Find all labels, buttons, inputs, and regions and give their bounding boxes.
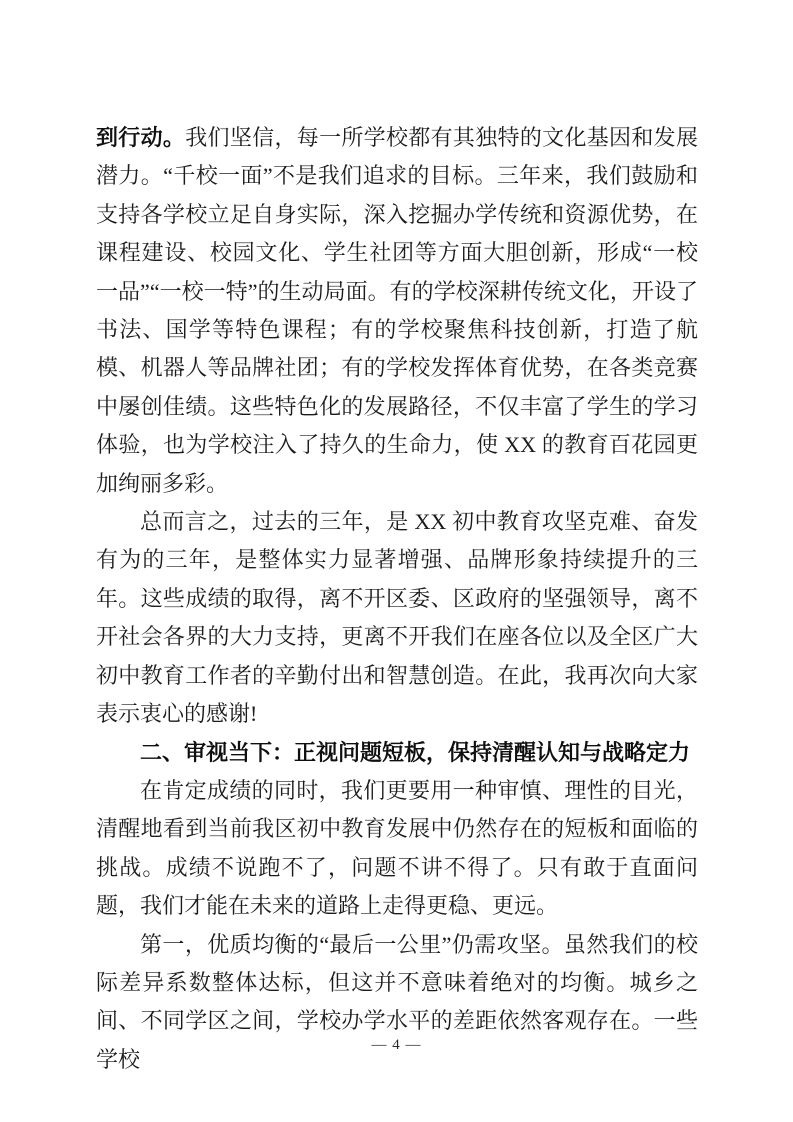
paragraph-continuation-text: 我们坚信，每一所学校都有其独特的文化基因和发展潜力。“千校一面”不是我们追求的目标。三年来，我们鼓励和支持各学校立足自身实际，深入挖掘办学传统和资源优势，在课程建设、校园文化、学生社团等方面大胆创新，形成“一校一品”“一校一特”的生动局面。有的学校深耕传统文化，开设了书法、国学等特色课程；有的学校聚焦科技创新，打造了航模、机器人等品牌社团；有的学校发挥体育优势，在各类竞赛中屡创佳绩。这些特色化的发展路径，不仅丰富了学生的学习体验，也为学校注入了持久的生命力，使 XX 的教育百花园更加绚丽多彩。 <box>96 125 698 496</box>
bold-lead-text: 到行动。 <box>96 125 186 150</box>
paragraph-issue-first: 第一，优质均衡的“最后一公里”仍需攻坚。虽然我们的校际差异系数整体达标，但这并不意味着绝对的均衡。城乡之间、不同学区之间，学校办学水平的差距依然客观存在。一些学校 <box>96 931 698 1072</box>
paragraph-summary: 总而言之，过去的三年，是 XX 初中教育攻坚克难、奋发有为的三年，是整体实力显著增强、品牌形象持续提升的三年。这些成绩的取得，离不开区委、区政府的坚强领导，离不开社会各界的大力支持，更离不开我们在座各位以及全区广大初中教育工作者的辛勤付出和智慧创造。在此，我再次向大家表示衷心的感谢! <box>96 509 698 727</box>
section-heading: 二、审视当下：正视问题短板，保持清醒认知与战略定力 <box>140 739 691 765</box>
page-number: — 4 — <box>371 1037 422 1053</box>
paragraph-section-intro: 在肯定成绩的同时，我们更要用一种审慎、理性的目光，清醒地看到当前我区初中教育发展中仍然存在的短板和面临的挑战。成绩不说跑不了，问题不讲不得了。只有敢于直面问题，我们才能在未来的道路上走得更稳、更远。 <box>96 777 698 919</box>
document-body <box>96 119 698 1079</box>
paragraph-continuation <box>96 119 698 503</box>
